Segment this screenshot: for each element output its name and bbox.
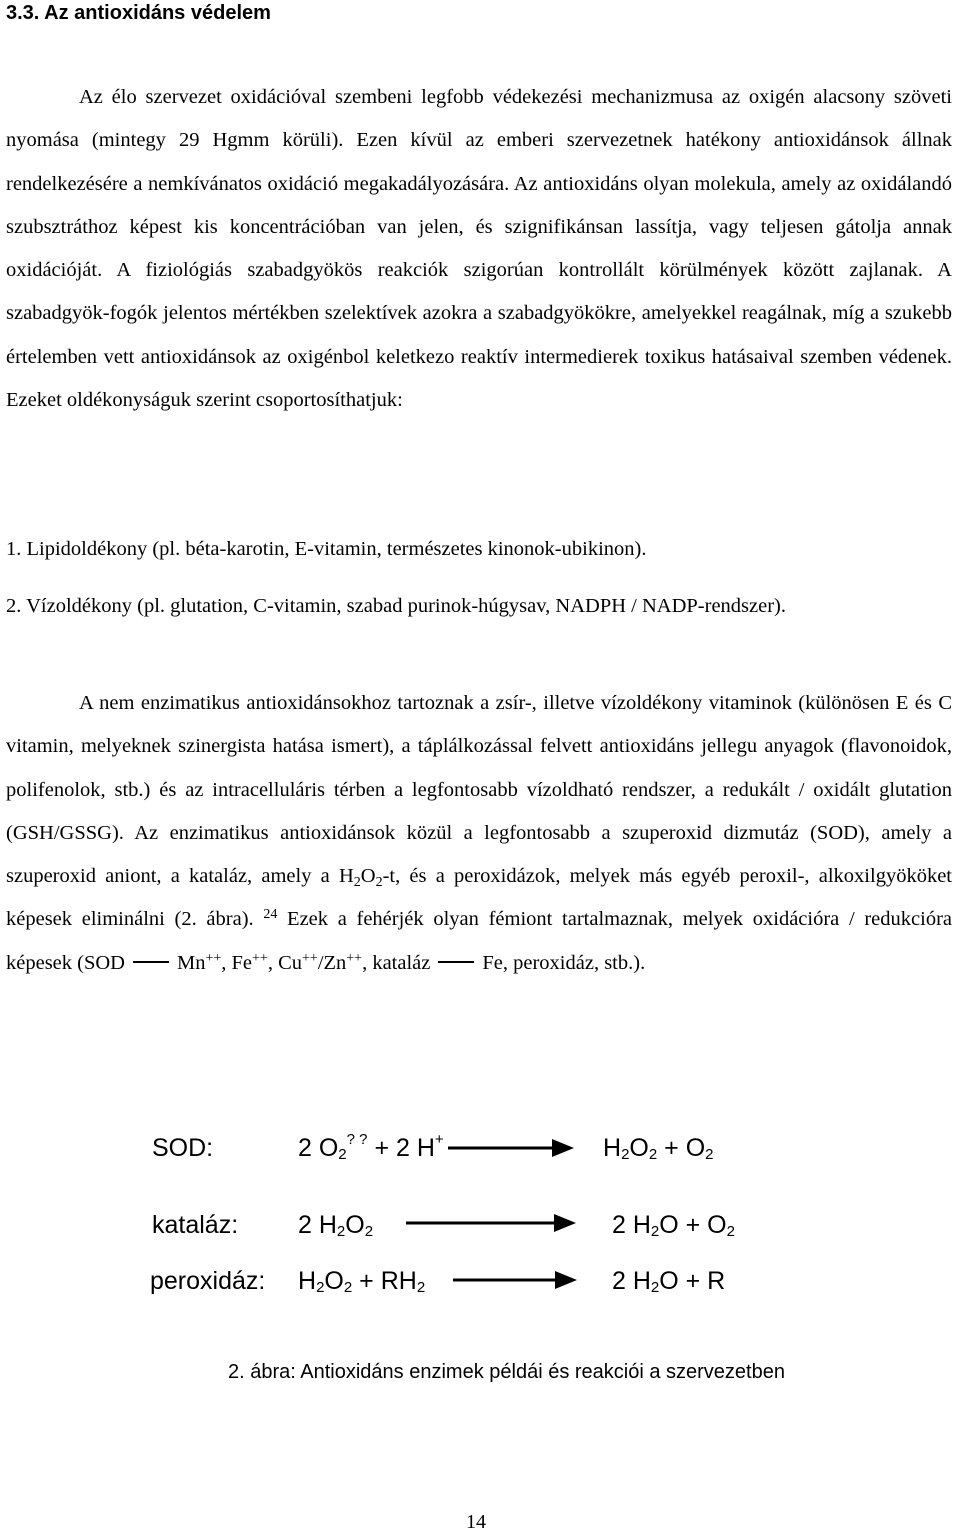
text: O xyxy=(324,1267,344,1295)
subscript: 2 xyxy=(650,1279,660,1296)
text: , Fe xyxy=(221,951,253,974)
text: H xyxy=(603,1134,622,1162)
section-heading: 3.3. Az antioxidáns védelem xyxy=(6,2,271,24)
text: Mn xyxy=(177,951,206,974)
text: O + O xyxy=(659,1211,727,1239)
text: , Cu xyxy=(267,951,303,974)
enzyme-label-sod: SOD: xyxy=(152,1134,214,1162)
text: , kataláz xyxy=(362,951,431,974)
page-number: 14 xyxy=(466,1511,486,1533)
superscript: ++ xyxy=(205,950,222,966)
dash xyxy=(438,961,474,963)
superscript: ++ xyxy=(346,950,363,966)
text: Ezek a fehérjék olyan fémiont tartalmaznak, melyek oxidációra / redukcióra képesek (SOD xyxy=(6,908,952,974)
reaction-arrow-peroxidase xyxy=(453,1268,579,1292)
text: 2 H xyxy=(612,1267,651,1295)
superscript: ? ? xyxy=(346,1131,368,1148)
text: 2 O xyxy=(298,1134,339,1162)
text: O xyxy=(629,1134,649,1162)
text: -t, és a peroxidázok, melyek más egyéb peroxil-, alkoxilgyököket képesek eliminálni (2. ábra). xyxy=(6,865,952,931)
superscript: ++ xyxy=(302,950,318,966)
paragraph-enzymatic xyxy=(6,682,952,985)
text: + 2 H xyxy=(367,1134,435,1162)
reaction-rhs-catalase xyxy=(612,1210,735,1240)
enzyme-label-peroxidase: peroxidáz: xyxy=(150,1267,266,1295)
reaction-rhs-sod xyxy=(603,1133,713,1163)
list-item-lipid-soluble: 1. Lipidoldékony (pl. béta-karotin, E-vitamin, természetes kinonok-ubikinon). xyxy=(6,538,647,560)
subscript: 2 xyxy=(364,1223,374,1240)
text: A nem enzimatikus antioxidánsokhoz tartoznak a zsír-, illetve vízoldékony vitaminok (különösen E és C vitamin, melyeknek szinergista hatása ismert), a táplálkozással felvett antioxidáns jellegu anyagok (flavonoidok, polifenolok, stb.) és az intracelluláris térben a legfontosabb vízoldható rendszer, a redukált / oxidált glutation (GSH/GSSG). Az enzimatikus antioxidánsok közül a legfontosabb a szuperoxid dizmutáz (SOD), amely a szuperoxid aniont, a kataláz, amely a H xyxy=(6,692,952,888)
subscript: 2 xyxy=(705,1146,714,1163)
paragraph-intro: Az élo szervezet oxidációval szembeni legfobb védekezési mechanizmusa az oxigén alacsony szöveti nyomása (mintegy 29 Hgmm körüli). Ezen kívül az emberi szervezetnek hatékony antioxidánsok állnak rendelkezésére a nemkívánatos oxidáció megakadályozására. Az antioxidáns olyan molekula, amely az oxidálandó szubsztráthoz képest kis koncentrációban van jelen, és szignifikánsan lassítja, vagy teljesen gátolja annak oxidációját. A fiziológiás szabadgyökös reakciók szigorúan kontrollált körülmények között zajlanak. A szabadgyök-fogók jelentos mértékben szelektívek azokra a szabadgyökökre, amelyekkel reagálnak, míg a szukebb értelemben vett antioxidánsok az oxigénbol keletkezo reaktív intermedierek toxikus hatásaival szemben védenek. Ezeket oldékonyságuk szerint csoportosíthatjuk: xyxy=(6,86,952,412)
reaction-arrow-sod xyxy=(448,1136,576,1160)
subscript: 2 xyxy=(336,1223,346,1240)
text: Fe, peroxidáz, stb.). xyxy=(482,951,646,974)
superscript: ++ xyxy=(252,950,268,966)
text: + O xyxy=(657,1134,706,1162)
reaction-lhs-sod xyxy=(298,1133,444,1163)
subscript: 2 xyxy=(316,1279,325,1296)
subscript: 2 xyxy=(621,1146,630,1163)
subscript: 2 xyxy=(726,1223,735,1240)
superscript: + xyxy=(434,1131,444,1148)
list-item-water-soluble: 2. Vízoldékony (pl. glutation, C-vitamin, szabad purinok-húgysav, NADPH / NADP-rendszer). xyxy=(6,595,787,617)
subscript: 2 xyxy=(650,1223,660,1240)
subscript: 2 xyxy=(375,875,383,891)
enzyme-label-catalase: kataláz: xyxy=(152,1211,239,1239)
reaction-rhs-peroxidase xyxy=(612,1266,725,1296)
subscript: 2 xyxy=(416,1279,426,1296)
dash xyxy=(133,961,169,963)
text: 2 H xyxy=(612,1211,651,1239)
text: /Zn xyxy=(317,951,347,974)
text: 2 H xyxy=(298,1211,337,1239)
text: O xyxy=(345,1211,365,1239)
figure-caption: 2. ábra: Antioxidáns enzimek példái és reakciói a szervezetben xyxy=(228,1361,785,1383)
reaction-lhs-catalase xyxy=(298,1210,373,1240)
reaction-lhs-peroxidase xyxy=(298,1266,425,1296)
subscript: 2 xyxy=(343,1279,353,1296)
reference-number: 24 xyxy=(263,907,278,923)
text: O + R xyxy=(659,1267,726,1295)
subscript: 2 xyxy=(338,1146,347,1163)
text: + RH xyxy=(352,1267,417,1295)
reaction-arrow-catalase xyxy=(406,1211,578,1235)
subscript: 2 xyxy=(648,1146,658,1163)
text: H xyxy=(298,1267,317,1295)
text: O xyxy=(360,865,376,888)
subscript: 2 xyxy=(353,875,361,891)
